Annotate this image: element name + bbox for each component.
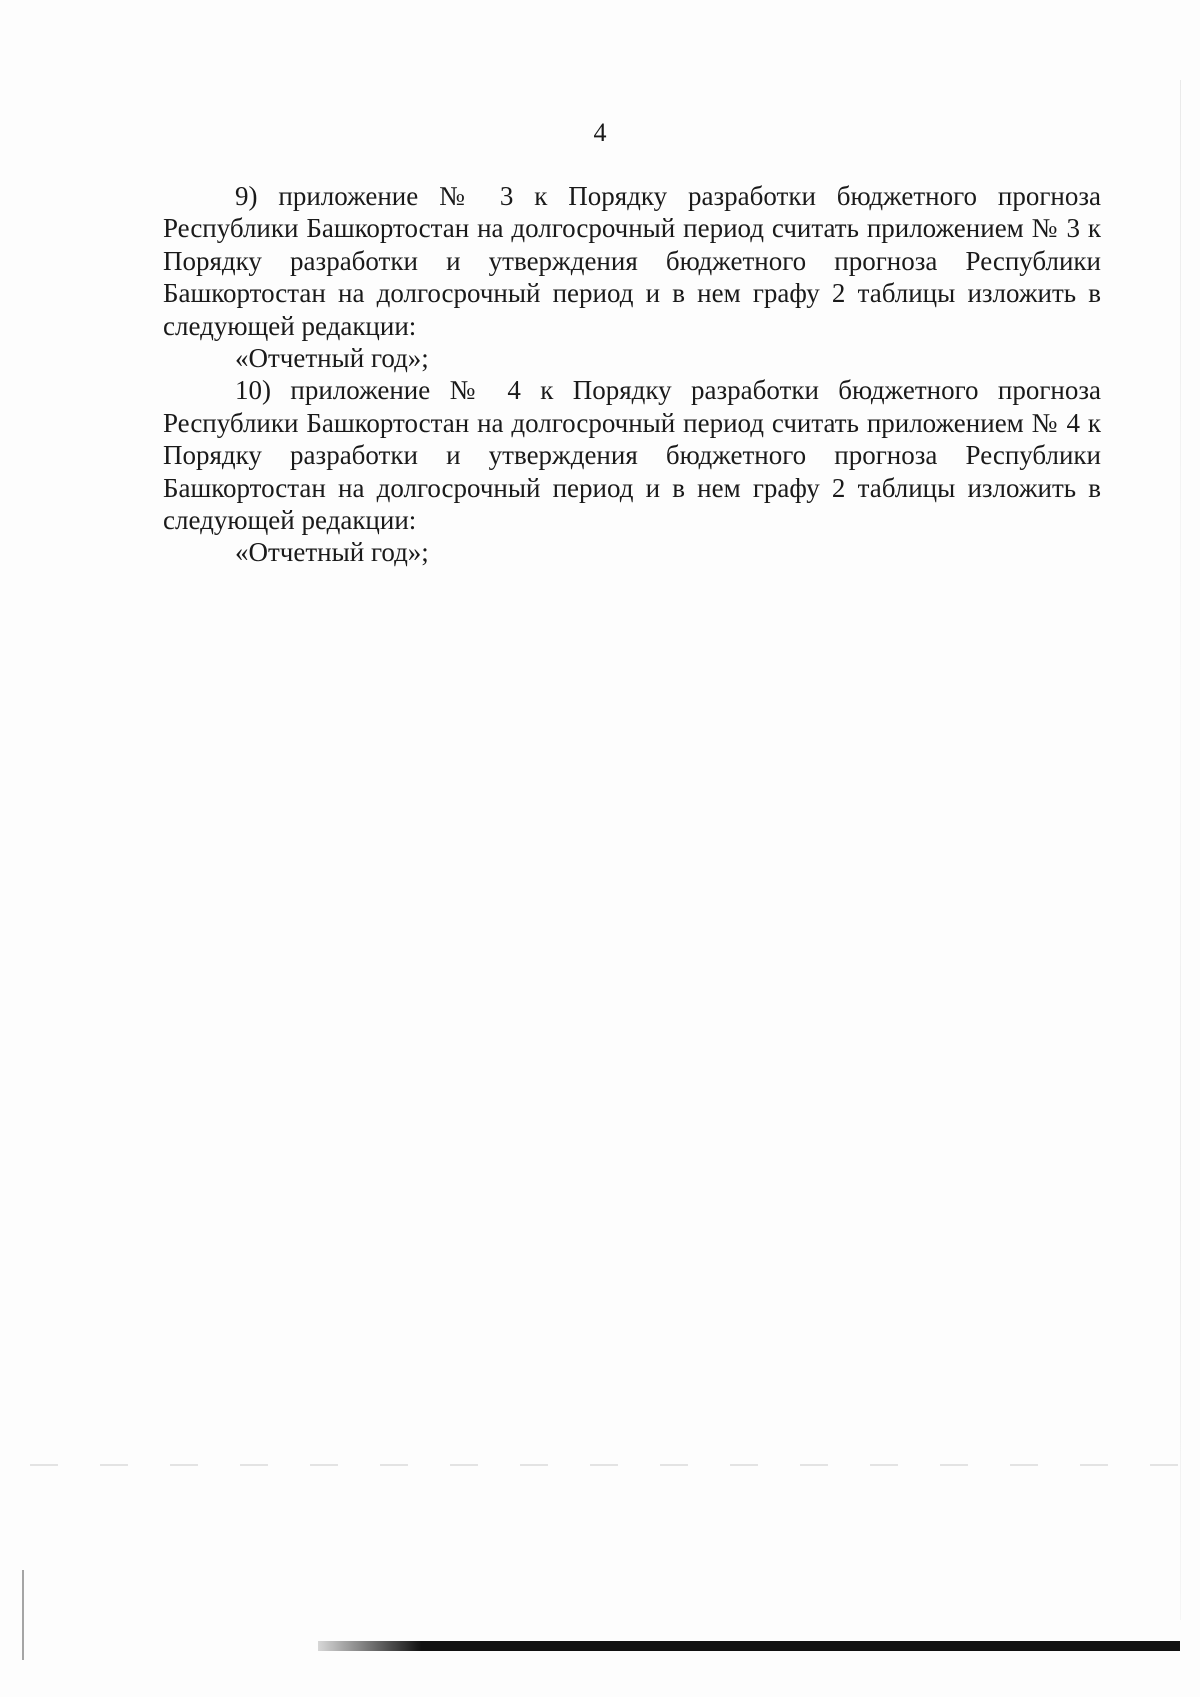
scan-edge-artifact [1180,80,1181,1620]
page-number: 4 [593,118,607,147]
scan-noise-artifact [30,1464,1180,1466]
paragraph-line: 9) приложение № 3 к Порядку разработки бюджетного прогноза [235,181,1101,211]
paragraph-line: прогноза Республики Башкортостан на долгосрочный период и в нем [163,245,1101,309]
paragraph-item-9 [163,180,1101,342]
paragraph-line: прогноза Республики Башкортостан на долгосрочный период и в нем [163,440,1101,503]
document-body [163,180,1101,569]
quoted-text-item-10: «Отчетный год»; [235,537,429,568]
paragraph-line: 10) приложение № 4 к Порядку разработки бюджетного прогноза [235,375,1101,406]
scan-edge-artifact-left [22,1570,24,1660]
paragraph-line: графу 2 таблицы изложить в следующей редакции: [163,278,1101,341]
paragraph-item-10 [163,374,1101,536]
paragraph-line: Республики Башкортостан на долгосрочный период считать [163,407,859,438]
paragraph-line: приложением № 3 к Порядку разработки и утверждения бюджетного [163,213,1101,276]
paragraph-line: графу 2 таблицы изложить в следующей редакции: [163,472,1101,536]
quoted-text-item-9: «Отчетный год»; [235,343,429,374]
paragraph-line: Республики Башкортостан на долгосрочный период считать [163,213,859,244]
paragraph-line: приложением № 4 к Порядку разработки и утверждения бюджетного [163,407,1101,471]
scan-bottom-bar-artifact [318,1641,1180,1651]
